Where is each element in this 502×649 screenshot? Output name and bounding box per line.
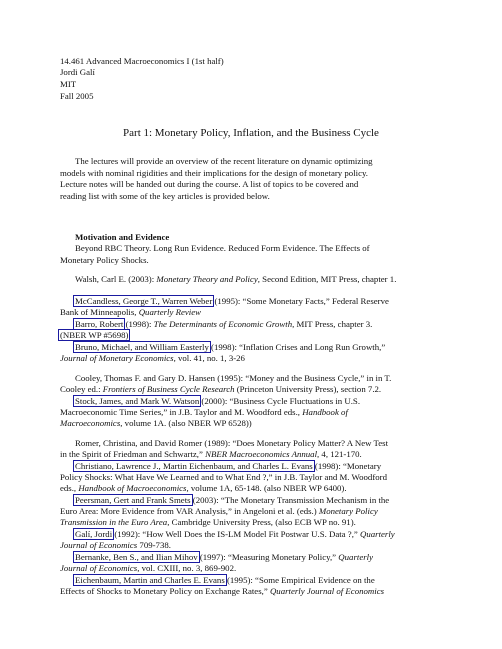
reference-barro-cont	[60, 330, 128, 341]
reference-peersman-cont: Euro Area: More Evidence from VAR Analysis,” in Angeloni et al. (eds.) Monetary Policy	[60, 506, 378, 516]
reference-stock-cont: Macroeconomic Time Series,” in J.B. Taylor and M. Woodford eds., Handbook of	[60, 407, 348, 417]
course-title: 14.461 Advanced Macroeconomics I (1st half)	[60, 56, 224, 66]
nber-link[interactable]: (NBER WP #5698)	[60, 330, 129, 340]
term: Fall 2005	[60, 91, 94, 101]
reference-barro: Barro, Robert (1998): The Determinants of Economic Growth, MIT Press, chapter 3.	[75, 319, 373, 329]
reference-peersman-cont: Transmission in the Euro Area, Cambridge University Press, (also ECB WP no. 91).	[60, 517, 356, 527]
section-description: Monetary Policy Shocks.	[60, 255, 149, 265]
reference-gali: Galí, Jordi (1992): “How Well Does the IS-LM Model Fit Postwar U.S. Data ?,” Quarterly	[75, 529, 395, 539]
reference-walsh: Walsh, Carl E. (2003): Monetary Theory and Policy, Second Edition, MIT Press, chapter 1.	[75, 274, 397, 284]
reference-romer: Romer, Christina, and David Romer (1989): “Does Monetary Policy Matter? A New Test	[75, 438, 389, 448]
reference-link[interactable]: Bernanke, Ben S., and Ilian Mihov	[75, 552, 198, 562]
reference-link[interactable]: Galí, Jordi	[75, 529, 113, 539]
reference-christiano: Christiano, Lawrence J., Martin Eichenbaum, and Charles L. Evans (1998): “Monetary	[75, 461, 382, 471]
reference-bruno: Bruno, Michael, and William Easterly (1998): “Inflation Crises and Long Run Growth,”	[75, 342, 386, 352]
intro-line: Lecture notes will be handed out during the course. A list of topics to be covered and	[60, 179, 359, 189]
part-title: Part 1: Monetary Policy, Inflation, and the Business Cycle	[123, 127, 379, 139]
reference-peersman: Peersman, Gert and Frank Smets (2003): “The Monetary Transmission Mechanism in the	[75, 495, 390, 505]
reference-cooley-cont: Cooley ed.: Frontiers of Business Cycle Research (Princeton University Press), section 7.2.	[60, 384, 382, 394]
reference-mccandless: McCandless, George T., Warren Weber (1995): “Some Monetary Facts,” Federal Reserve	[75, 296, 389, 306]
intro-line: models with nominal rigidities and their implications for the design of monetary policy.	[60, 168, 368, 178]
reference-eichenbaum-cont: Effects of Shocks to Monetary Policy on Exchange Rates,” Quarterly Journal of Economics	[60, 586, 385, 596]
intro-line: The lectures will provide an overview of the recent literature on dynamic optimizing	[75, 156, 373, 166]
reference-cooley: Cooley, Thomas F. and Gary D. Hansen (1995): “Money and the Business Cycle,” in in T.	[75, 373, 392, 383]
reference-link[interactable]: Stock, James, and Mark W. Watson	[75, 396, 200, 406]
reference-eichenbaum: Eichenbaum, Martin and Charles E. Evans (1995): “Some Empirical Evidence on the	[75, 575, 375, 585]
intro-line: reading list with some of the key articles is provided below.	[60, 191, 270, 201]
reference-link[interactable]: Christiano, Lawrence J., Martin Eichenbaum, and Charles L. Evans	[75, 461, 313, 471]
reference-romer-cont: in the Spirit of Friedman and Schwartz,” NBER Macroeconomics Annual, 4, 121-170.	[60, 449, 362, 459]
reference-christiano-cont: Policy Shocks: What Have We Learned and to What End ?,” in J.B. Taylor and M. Woodford	[60, 472, 387, 482]
reference-stock: Stock, James, and Mark W. Watson (2000): “Business Cycle Fluctuations in U.S.	[75, 396, 361, 406]
reference-mccandless-cont: Bank of Minneapolis, Quarterly Review	[60, 307, 201, 317]
section-description: Beyond RBC Theory. Long Run Evidence. Reduced Form Evidence. The Effects of	[75, 243, 370, 253]
reference-bernanke-cont: Journal of Economics, vol. CXIII, no. 3, 869-902.	[60, 563, 237, 573]
section-heading: Motivation and Evidence	[75, 232, 170, 242]
reference-bruno-cont: Journal of Monetary Economics, vol. 41, no. 1, 3-26	[60, 353, 245, 363]
reference-link[interactable]: Peersman, Gert and Frank Smets	[75, 495, 191, 505]
institution: MIT	[60, 79, 77, 89]
reference-stock-cont: Macroeconomics, volume 1A. (also NBER WP 6528))	[60, 418, 252, 428]
reference-link[interactable]: Bruno, Michael, and William Easterly	[75, 342, 209, 352]
reference-link[interactable]: Barro, Robert	[75, 319, 124, 329]
reference-link[interactable]: McCandless, George T., Warren Weber	[75, 296, 213, 306]
instructor-name: Jordi Galí	[60, 67, 95, 77]
reference-gali-cont: Journal of Economics 709-738.	[60, 540, 171, 550]
reference-link[interactable]: Eichenbaum, Martin and Charles E. Evans	[75, 575, 225, 585]
reference-christiano-cont: eds., Handbook of Macroeconomics, volume 1A, 65-148. (also NBER WP 6400).	[60, 483, 347, 493]
reference-bernanke: Bernanke, Ben S., and Ilian Mihov (1997): “Measuring Monetary Policy,” Quarterly	[75, 552, 373, 562]
